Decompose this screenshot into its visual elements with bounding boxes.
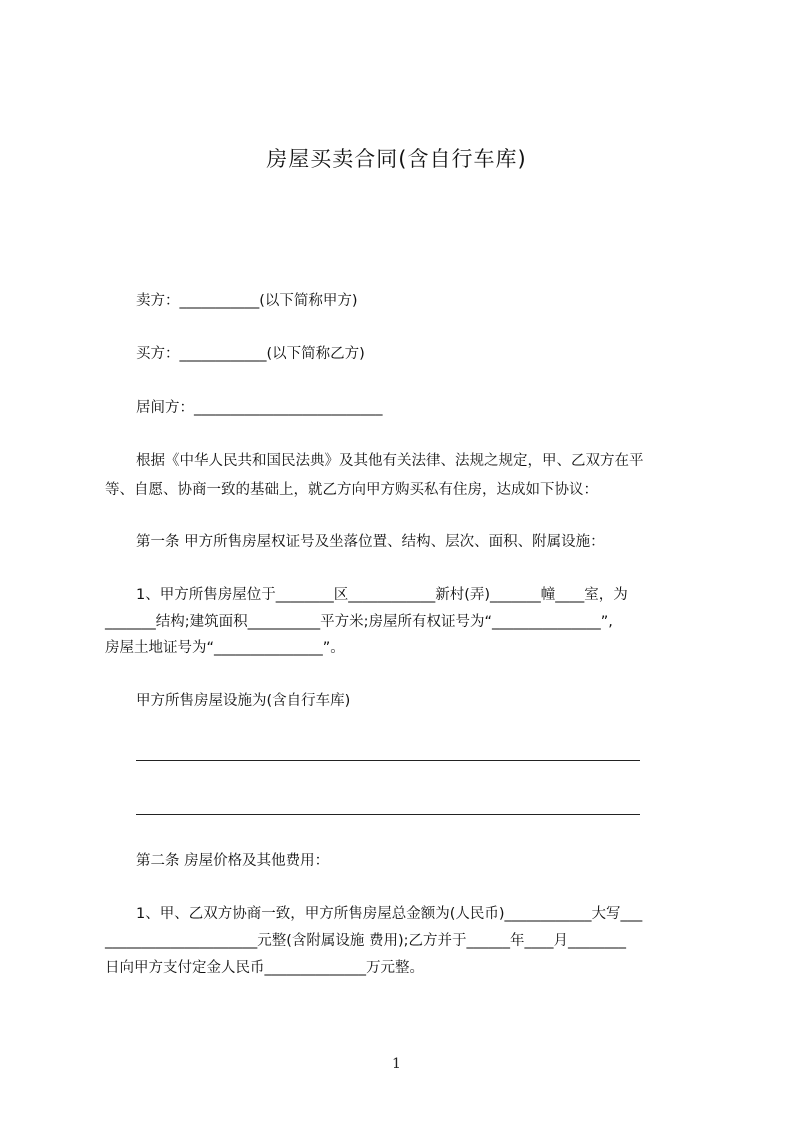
article-1-heading: 第一条 甲方所售房屋权证号及坐落位置、结构、层次、面积、附属设施： [136, 534, 605, 550]
article-2-item-1-line-2: _____________________元整(含附属设施 费用);乙方并于______年____月________ [105, 933, 627, 949]
facilities-blank-2 [136, 814, 640, 815]
article-1-item-1-line-2: _______结构;建筑面积__________平方米;房屋所有权证号为“_______________”, [105, 614, 613, 630]
facilities-blank-1 [136, 760, 640, 761]
document-title: 房屋买卖合同(含自行车库) [266, 147, 527, 171]
facilities-line: 甲方所售房屋设施为(含自行车库) [136, 693, 351, 709]
article-2-item-1-line-3: 日向甲方支付定金人民币______________万元整。 [105, 960, 424, 976]
preamble-line-2: 等、自愿、协商一致的基础上，就乙方向甲方购买私有住房，达成如下协议： [105, 482, 598, 498]
buyer-line: 买方：____________(以下简称乙方) [136, 346, 365, 362]
article-1-item-1-line-3: 房屋土地证号为“_______________”。 [105, 640, 345, 656]
article-2-heading: 第二条 房屋价格及其他费用： [136, 853, 330, 869]
seller-line: 卖方：___________(以下简称甲方) [136, 293, 358, 309]
broker-line: 居间方：__________________________ [136, 400, 383, 416]
preamble-line-1: 根据《中华人民共和国民法典》及其他有关法律、法规之规定，甲、乙双方在平 [136, 453, 644, 469]
article-1-item-1-line-1: 1、甲方所售房屋位于________区____________新村(弄)_______幢____室，为 [136, 587, 628, 603]
article-2-item-1-line-1: 1、甲、乙双方协商一致，甲方所售房屋总金额为(人民币)____________大写___ [136, 906, 643, 922]
page-number: 1 [392, 1056, 401, 1072]
